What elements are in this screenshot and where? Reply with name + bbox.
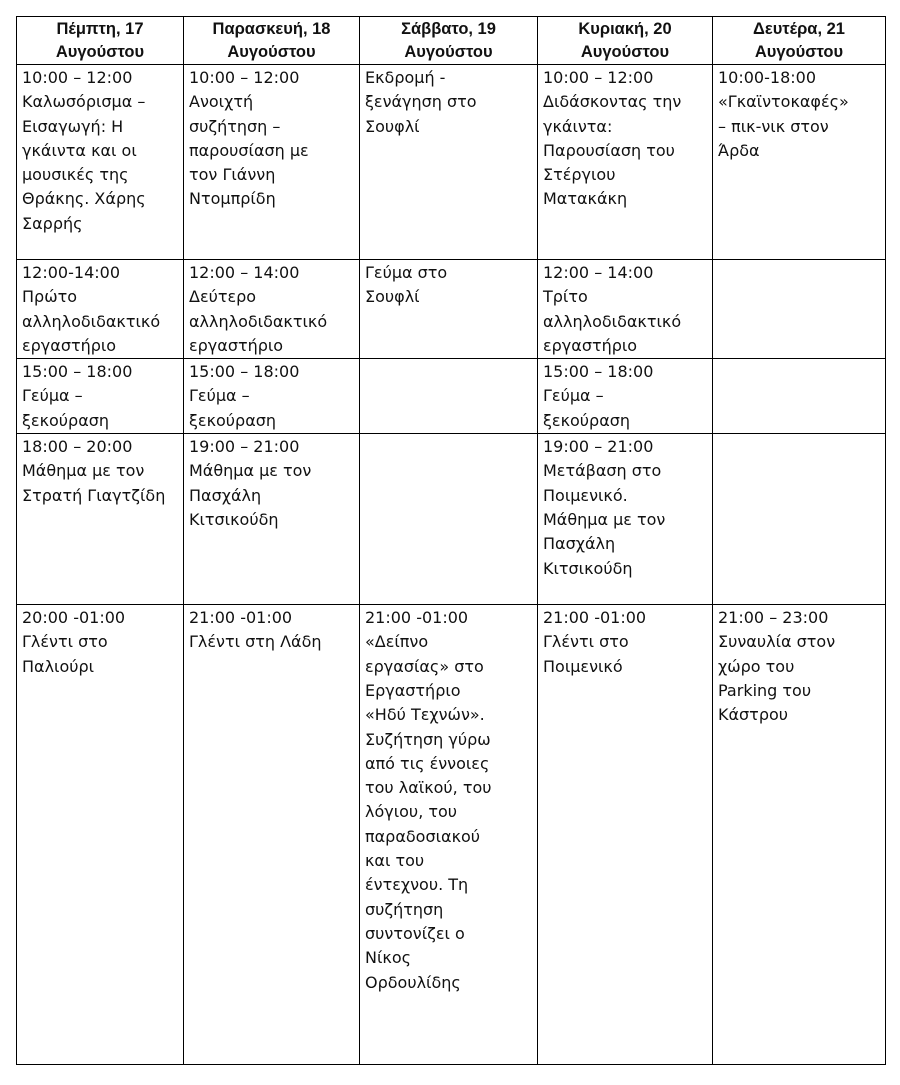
schedule-cell xyxy=(360,434,538,605)
schedule-cell xyxy=(713,359,886,434)
day-header-friday: Παρασκευή, 18 Αυγούστου xyxy=(184,17,360,65)
schedule-cell: 20:00 -01:00 Γλέντι στο Παλιούρι xyxy=(17,605,184,1065)
table-row xyxy=(17,65,886,260)
schedule-cell xyxy=(713,260,886,359)
table-row xyxy=(17,434,886,605)
schedule-cell: 19:00 – 21:00 Μετάβαση στο Ποιμενικό. Μάθημα με τον Πασχάλη Κιτσικούδη xyxy=(538,434,713,605)
schedule-cell: 15:00 – 18:00 Γεύμα – ξεκούραση xyxy=(538,359,713,434)
schedule-cell: 10:00 – 12:00 Ανοιχτή συζήτηση – παρουσίαση με τον Γιάννη Ντομπρίδη xyxy=(184,65,360,260)
schedule-cell: 15:00 – 18:00 Γεύμα – ξεκούραση xyxy=(17,359,184,434)
schedule-cell: 10:00 – 12:00 Διδάσκοντας την γκάιντα: Παρουσίαση του Στέργιου Ματακάκη xyxy=(538,65,713,260)
schedule-cell: 19:00 – 21:00 Μάθημα με τον Πασχάλη Κιτσικούδη xyxy=(184,434,360,605)
day-header-thursday: Πέμπτη, 17 Αυγούστου xyxy=(17,17,184,65)
schedule-cell: 10:00-18:00 «Γκαϊντοκαφές» – πικ-νικ στον Άρδα xyxy=(713,65,886,260)
schedule-page xyxy=(16,16,885,1065)
table-row xyxy=(17,605,886,1065)
schedule-cell xyxy=(713,434,886,605)
schedule-cell xyxy=(360,359,538,434)
table-row xyxy=(17,359,886,434)
table-row xyxy=(17,260,886,359)
schedule-cell: 10:00 – 12:00 Καλωσόρισμα – Εισαγωγή: Η γκάιντα και οι μουσικές της Θράκης. Χάρης Σαρρής xyxy=(17,65,184,260)
schedule-cell: Εκδρομή - ξενάγηση στο Σουφλί xyxy=(360,65,538,260)
schedule-cell: 12:00 – 14:00 Δεύτερο αλληλοδιδακτικό εργαστήριο xyxy=(184,260,360,359)
header-row xyxy=(17,17,886,65)
schedule-cell: Γεύμα στο Σουφλί xyxy=(360,260,538,359)
schedule-cell: 18:00 – 20:00 Μάθημα με τον Στρατή Γιαγτζίδη xyxy=(17,434,184,605)
day-header-monday: Δευτέρα, 21 Αυγούστου xyxy=(713,17,886,65)
schedule-cell: 12:00-14:00 Πρώτο αλληλοδιδακτικό εργαστήριο xyxy=(17,260,184,359)
day-header-saturday: Σάββατο, 19 Αυγούστου xyxy=(360,17,538,65)
schedule-cell: 21:00 -01:00 «Δείπνο εργασίας» στο Εργαστήριο «Ηδύ Τεχνών». Συζήτηση γύρω από τις έννοιες του λαϊκού, του λόγιου, του παραδοσιακού και του έντεχνου. Τη συζήτηση συντονίζει ο Νίκος Ορδουλίδης xyxy=(360,605,538,1065)
schedule-table xyxy=(16,16,886,1065)
schedule-cell: 21:00 – 23:00 Συναυλία στον χώρο του Parking του Κάστρου xyxy=(713,605,886,1065)
schedule-cell: 15:00 – 18:00 Γεύμα – ξεκούραση xyxy=(184,359,360,434)
day-header-sunday: Κυριακή, 20 Αυγούστου xyxy=(538,17,713,65)
schedule-cell: 21:00 -01:00 Γλέντι στη Λάδη xyxy=(184,605,360,1065)
schedule-cell: 21:00 -01:00 Γλέντι στο Ποιμενικό xyxy=(538,605,713,1065)
schedule-cell: 12:00 – 14:00 Τρίτο αλληλοδιδακτικό εργαστήριο xyxy=(538,260,713,359)
